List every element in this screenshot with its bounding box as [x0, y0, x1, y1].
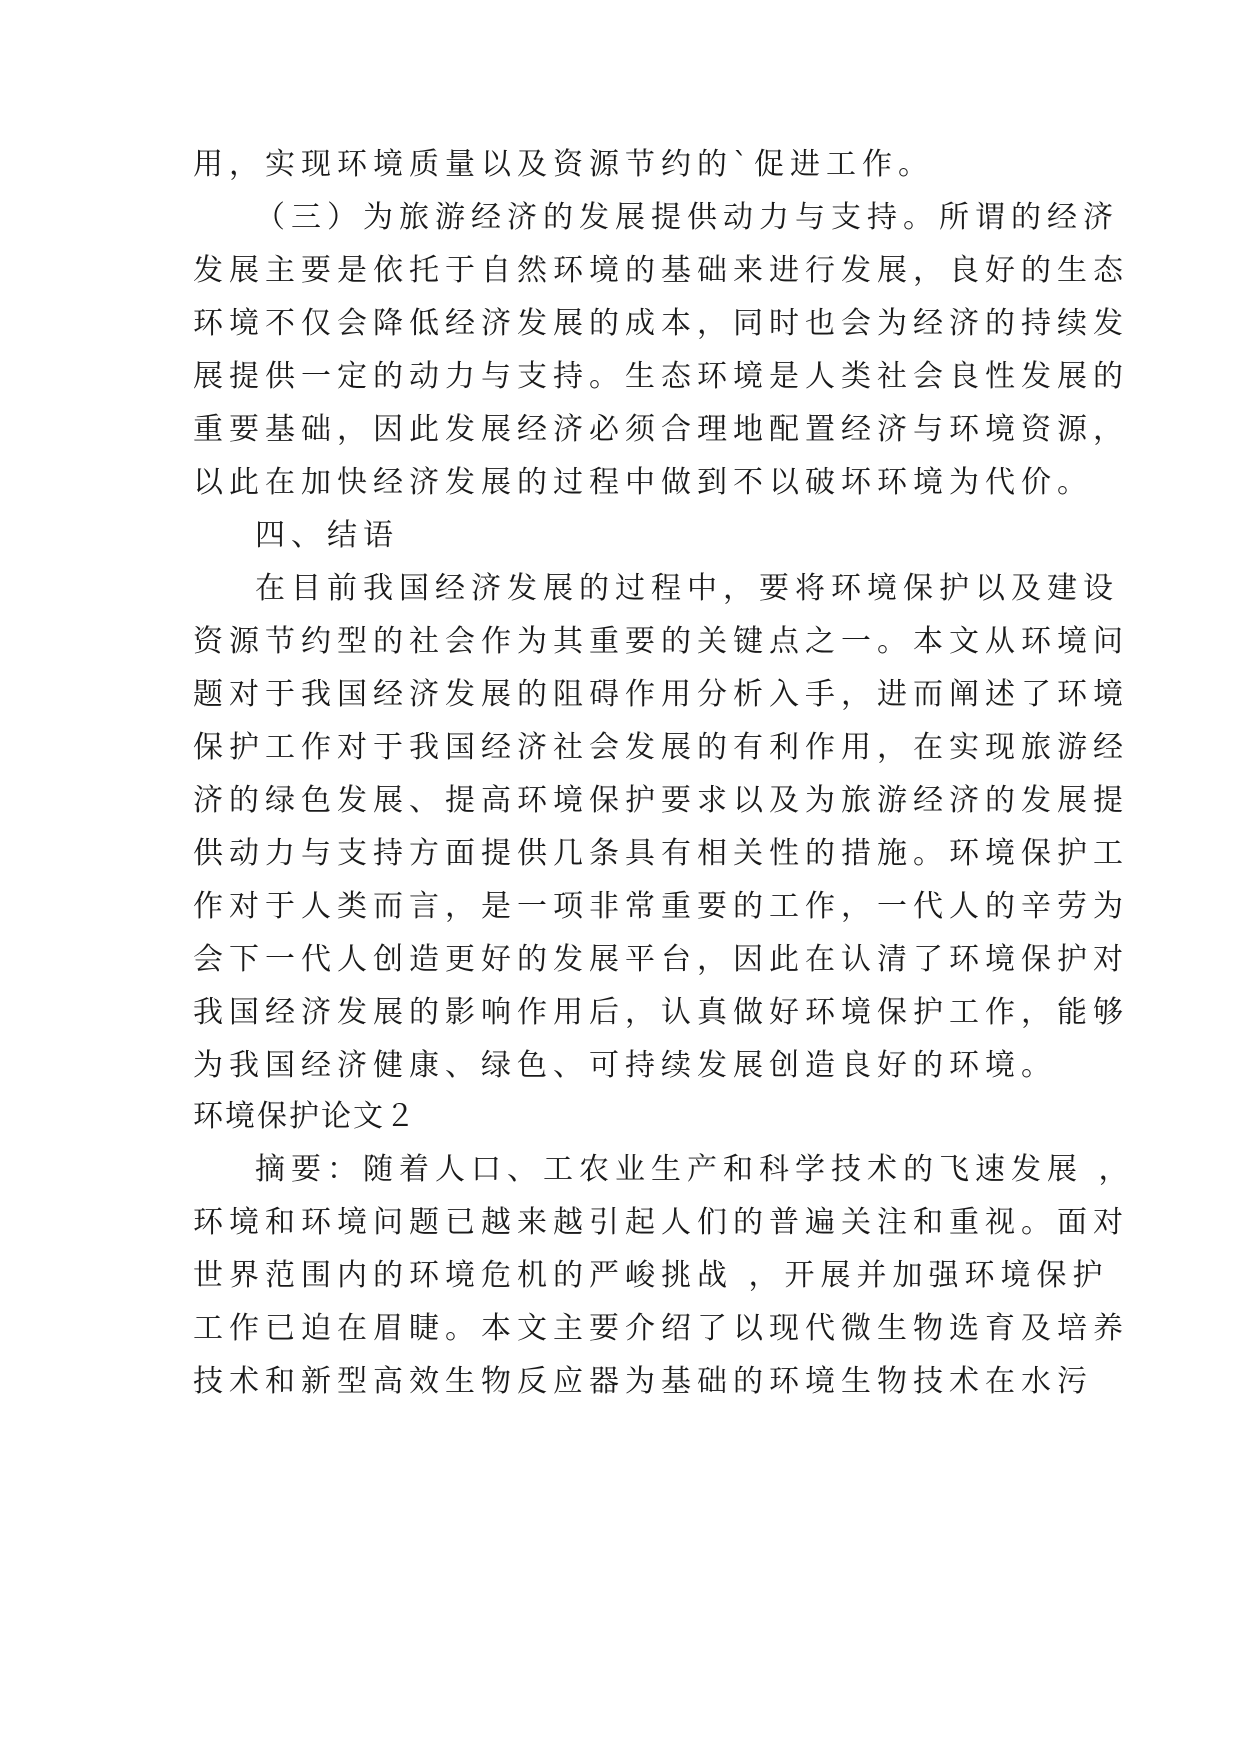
abstract-line: 世界范围内的环境危机的严峻挑战 ，开展并加强环境保护 — [193, 1258, 1109, 1293]
body-text-line: 在目前我国经济发展的过程中，要将环境保护以及建设 — [255, 571, 1119, 606]
body-text-line: 展提供一定的动力与支持。生态环境是人类社会良性发展的 — [193, 359, 1129, 394]
section-heading-3: （三）为旅游经济的发展提供动力与支持。所谓的经济 — [255, 200, 1119, 235]
body-text-line: 发展主要是依托于自然环境的基础来进行发展，良好的生态 — [193, 253, 1129, 288]
body-text-line: 以此在加快经济发展的过程中做到不以破坏环境为代价。 — [193, 465, 1093, 500]
body-text-line: 我国经济发展的影响作用后，认真做好环境保护工作，能够 — [193, 995, 1129, 1030]
body-text-line: 用，实现环境质量以及资源节约的`促进工作。 — [193, 147, 934, 182]
body-text-line: 供动力与支持方面提供几条具有相关性的措施。环境保护工 — [193, 836, 1129, 871]
body-text-line: 重要基础，因此发展经济必须合理地配置经济与环境资源， — [193, 412, 1129, 447]
body-text-line: 会下一代人创造更好的发展平台，因此在认清了环境保护对 — [193, 942, 1129, 977]
body-text-line: 保护工作对于我国经济社会发展的有利作用，在实现旅游经 — [193, 730, 1129, 765]
abstract-line: 摘要：随着人口、工农业生产和科学技术的飞速发展 ， — [255, 1152, 1135, 1187]
abstract-line: 技术和新型高效生物反应器为基础的环境生物技术在水污 — [193, 1364, 1093, 1399]
body-text-line: 环境不仅会降低经济发展的成本，同时也会为经济的持续发 — [193, 306, 1129, 341]
article-title: 环境保护论文２ — [193, 1099, 417, 1134]
abstract-line: 环境和环境问题已越来越引起人们的普遍关注和重视。面对 — [193, 1205, 1129, 1240]
body-text-line: 济的绿色发展、提高环境保护要求以及为旅游经济的发展提 — [193, 783, 1129, 818]
body-text-line: 为我国经济健康、绿色、可持续发展创造良好的环境。 — [193, 1048, 1057, 1083]
section-heading-conclusion: 四、结语 — [255, 518, 399, 553]
body-text-line: 题对于我国经济发展的阻碍作用分析入手，进而阐述了环境 — [193, 677, 1129, 712]
body-text-line: 作对于人类而言，是一项非常重要的工作，一代人的辛劳为 — [193, 889, 1129, 924]
body-text-line: 资源节约型的社会作为其重要的关键点之一。本文从环境问 — [193, 624, 1129, 659]
abstract-line: 工作已迫在眉睫。本文主要介绍了以现代微生物选育及培养 — [193, 1311, 1129, 1346]
